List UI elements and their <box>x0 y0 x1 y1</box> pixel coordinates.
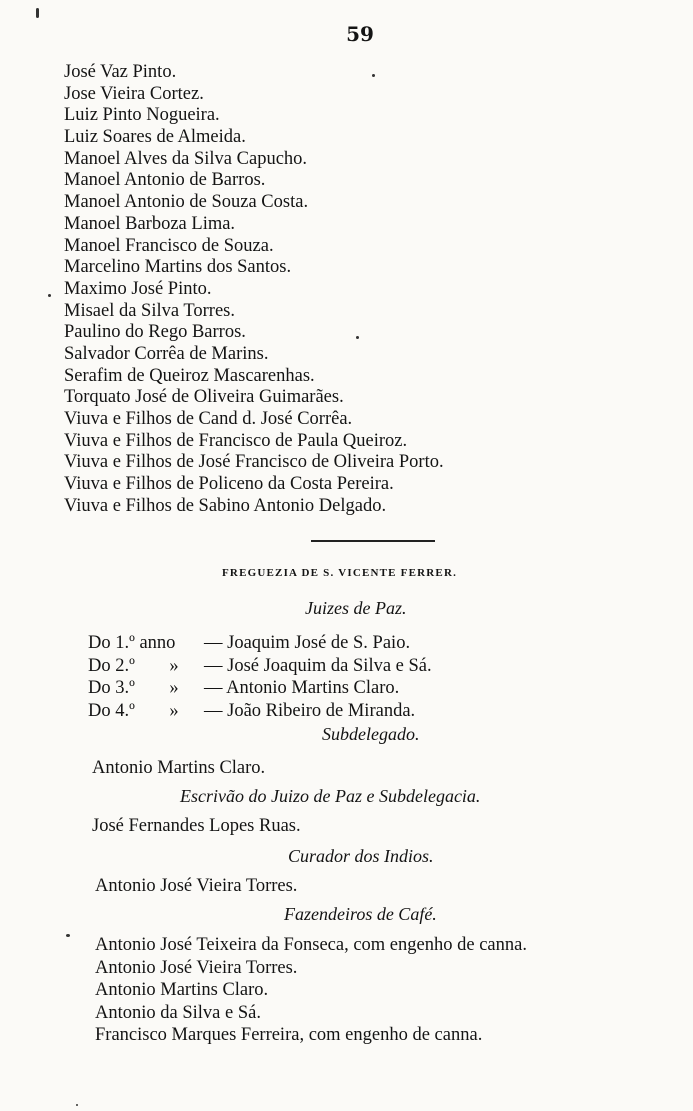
curador-heading: Curador dos Indios. <box>288 846 434 866</box>
list-item: Manoel Francisco de Souza. <box>64 235 274 256</box>
ink-speck <box>372 74 375 77</box>
judge-row <box>88 677 432 700</box>
judge-year: Do 1.º anno <box>88 633 176 653</box>
judge-name: — João Ribeiro de Miranda. <box>204 700 416 721</box>
judge-year: Do 2.º <box>88 655 135 676</box>
curador-name: Antonio José Vieira Torres. <box>95 876 298 896</box>
escrivao-name: José Fernandes Lopes Ruas. <box>92 816 301 836</box>
list-item: Misael da Silva Torres. <box>64 300 235 321</box>
escrivao-heading: Escrivão do Juizo de Paz e Subdelegacia. <box>180 786 481 806</box>
subdelegado-heading: Subdelegado. <box>322 724 420 744</box>
fazendeiros-heading: Fazendeiros de Café. <box>284 904 437 924</box>
list-item: Viuva e Filhos de Cand d. José Corrêa. <box>64 409 353 429</box>
list-item: Maximo José Pinto. <box>64 278 212 299</box>
list-item: Luiz Soares de Almeida. <box>64 127 246 148</box>
ink-speck <box>66 934 70 937</box>
ditto-mark: » <box>169 655 179 676</box>
list-item: Antonio José Teixeira da Fonseca, com engenho de canna. <box>95 935 527 955</box>
list-item: Jose Vieira Cortez. <box>64 83 204 104</box>
judge-row <box>88 700 432 723</box>
names-list <box>64 62 444 517</box>
list-item: Manoel Barboza Lima. <box>64 213 236 234</box>
judges-list <box>88 632 432 722</box>
list-item: Viuva e Filhos de Francisco de Paula Queiroz. <box>64 430 408 451</box>
judges-heading: Juizes de Paz. <box>305 598 407 618</box>
list-item: Luiz Pinto Nogueira. <box>64 105 220 126</box>
list-item: Antonio José Vieira Torres. <box>95 957 298 978</box>
list-item: José Vaz Pinto. <box>64 62 177 82</box>
judge-row <box>88 655 432 678</box>
list-item: Antonio Martins Claro. <box>95 980 269 1000</box>
ditto-mark: » <box>169 700 179 721</box>
list-item: Antonio da Silva e Sá. <box>95 1002 261 1023</box>
list-item: Torquato José de Oliveira Guimarães. <box>64 387 344 408</box>
ink-speck <box>76 1104 78 1106</box>
judge-name: — Antonio Martins Claro. <box>204 678 400 698</box>
ink-speck <box>48 294 51 297</box>
list-item: Viuva e Filhos de Policeno da Costa Pereira. <box>64 474 394 495</box>
judge-name: — Joaquim José de S. Paio. <box>204 633 411 653</box>
judge-row <box>88 632 432 655</box>
list-item: Marcelino Martins dos Santos. <box>64 257 292 278</box>
ink-speck <box>356 336 359 339</box>
subdelegado-name: Antonio Martins Claro. <box>92 758 266 778</box>
list-item: Manoel Antonio de Barros. <box>64 170 266 191</box>
list-item: Serafim de Queiroz Mascarenhas. <box>64 365 315 386</box>
page-number: 59 <box>346 22 374 46</box>
fazendeiros-list <box>95 934 527 1047</box>
list-item: Salvador Corrêa de Marins. <box>64 343 269 364</box>
list-item: Francisco Marques Ferreira, com engenho de canna. <box>95 1025 483 1045</box>
list-item: Viuva e Filhos de Sabino Antonio Delgado. <box>64 495 387 516</box>
judge-year: Do 3.º <box>88 678 135 698</box>
ink-speck <box>36 8 39 18</box>
list-item: Viuva e Filhos de José Francisco de Oliveira Porto. <box>64 452 444 473</box>
list-item: Manoel Alves da Silva Capucho. <box>64 148 308 169</box>
list-item: Manoel Antonio de Souza Costa. <box>64 192 309 213</box>
parish-title: FREGUEZIA DE S. VICENTE FERRER. <box>222 567 458 579</box>
list-item: Paulino do Rego Barros. <box>64 322 246 343</box>
judge-name: — José Joaquim da Silva e Sá. <box>204 655 432 676</box>
ditto-mark: » <box>169 678 179 698</box>
judge-year: Do 4.º <box>88 700 135 721</box>
section-divider <box>311 540 435 542</box>
